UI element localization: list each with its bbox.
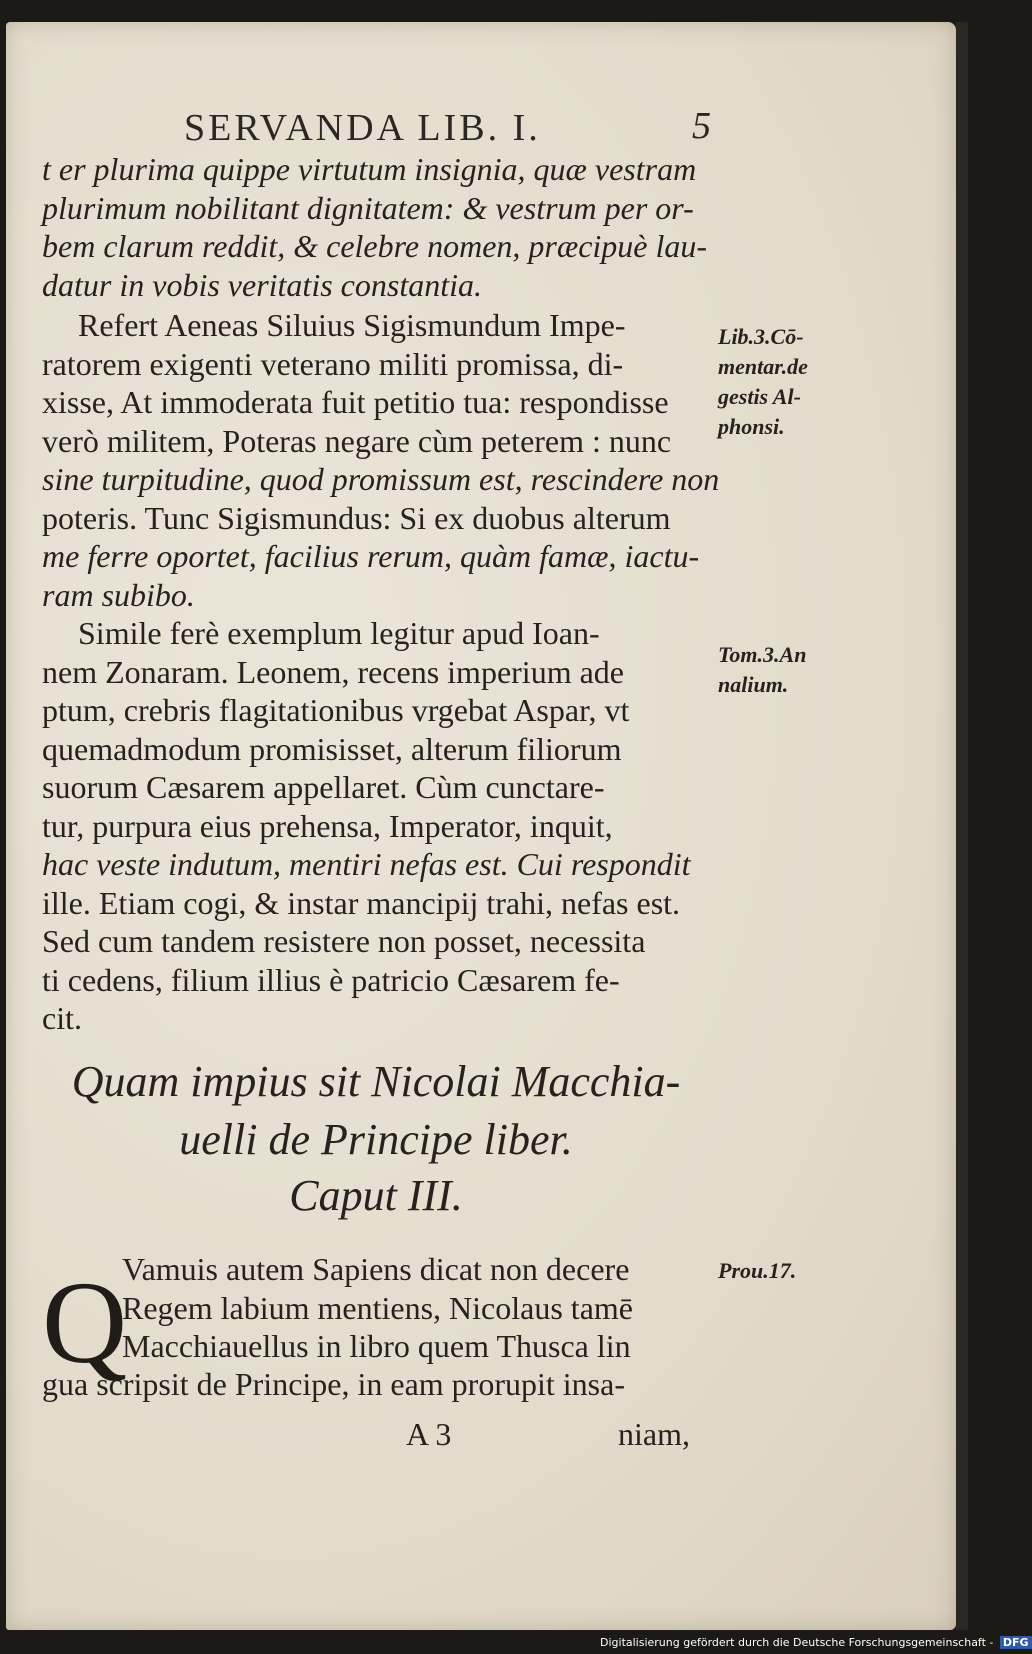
text-line: bem clarum reddit, & celebre nomen, præcipuè lau- xyxy=(42,228,708,264)
text-line: cit. xyxy=(42,1000,82,1036)
text-line: xisse, At immoderata fuit petitio tua: respondisse xyxy=(42,384,669,420)
page-number: 5 xyxy=(692,105,713,147)
dfg-logo: DFG xyxy=(1000,1636,1032,1649)
drop-cap: Q xyxy=(42,1257,128,1388)
running-head-title: SERVANDA LIB. I. xyxy=(184,107,541,149)
side-note-line: nalium. xyxy=(718,672,789,697)
chapter-heading-line-1: Quam impius sit Nicolai Macchia- xyxy=(71,1057,681,1106)
credit-text: Digitalisierung gefördert durch die Deutsche Forschungsgemeinschaft - xyxy=(600,1636,994,1649)
text-line: Sed cum tandem resistere non posset, necessita xyxy=(42,923,646,959)
side-note-line: Tom.3.An xyxy=(718,642,807,667)
text-line: Vamuis autem Sapiens dicat non decere xyxy=(122,1251,630,1287)
text-line: suorum Cæsarem appellaret. Cùm cunctare- xyxy=(42,769,605,805)
text-line: datur in vobis veritatis constantia. xyxy=(42,266,482,303)
text-line: ti cedens, filium illius è patricio Cæsarem fe- xyxy=(42,961,620,998)
text-line: ille. Etiam cogi, & instar mancipij trahi, nefas est. xyxy=(42,884,681,921)
text-line: sine turpitudine, quod promissum est, rescindere non xyxy=(42,461,720,497)
chapter-heading-line-3: Caput III. xyxy=(289,1171,463,1220)
side-note-line: mentar.de xyxy=(718,354,808,379)
text-line: hac veste indutum, mentiri nefas est. Cui respondit xyxy=(42,846,691,882)
catchword: niam, xyxy=(618,1416,690,1452)
text-line: Macchiauellus in libro quem Thusca lin xyxy=(122,1328,631,1364)
page-edge xyxy=(956,22,968,1630)
text-line: ratorem exigenti veterano militi promissa, di- xyxy=(42,345,624,382)
chapter-heading-line-2: uelli de Principe liber. xyxy=(179,1115,573,1164)
text-line: plurimum nobilitant dignitatem: & vestrum per or- xyxy=(42,189,694,226)
text-line: quemadmodum promisisset, alterum filiorum xyxy=(42,730,622,767)
side-note-2 xyxy=(718,640,848,700)
text-line: nem Zonaram. Leonem, recens imperium ade xyxy=(42,653,624,690)
paragraph-2 xyxy=(42,306,720,614)
text-line: gua scripsit de Principe, in eam prorupit insa- xyxy=(42,1366,625,1402)
text-line: tur, purpura eius prehensa, Imperator, inquit, xyxy=(42,807,613,844)
side-note-line: phonsi. xyxy=(718,414,785,439)
paragraph-3 xyxy=(42,614,712,1038)
text-line: Regem labium mentiens, Nicolaus tamē xyxy=(122,1289,633,1326)
text-line: poteris. Tunc Sigismundus: Si ex duobus alterum xyxy=(42,499,671,536)
book-page xyxy=(6,22,956,1630)
text-line: ram subibo. xyxy=(42,576,195,613)
paragraph-1 xyxy=(42,150,712,304)
side-note-line: gestis Al- xyxy=(718,384,801,409)
text-line: ptum, crebris flagitationibus vrgebat Aspar, vt xyxy=(42,692,630,728)
text-line: verò militem, Poteras negare cùm peterem : nunc xyxy=(42,422,672,459)
digitization-credit xyxy=(600,1636,1032,1649)
text-line: me ferre oportet, facilius rerum, quàm famæ, iactu- xyxy=(42,538,700,574)
side-note-line: Prou.17. xyxy=(718,1258,797,1283)
side-note-3 xyxy=(718,1256,848,1286)
text-line: Simile ferè exemplum legitur apud Ioan- xyxy=(78,615,600,651)
side-note-line: Lib.3.Cō- xyxy=(718,324,804,349)
text-line: Refert Aeneas Siluius Sigismundum Impe- xyxy=(78,307,626,343)
side-note-1 xyxy=(718,322,848,442)
paragraph-4-last-line xyxy=(42,1365,712,1404)
paragraph-4 xyxy=(122,1250,712,1366)
text-line: t er plurima quippe virtutum insignia, quæ vestram xyxy=(42,151,697,187)
signature-mark: A 3 xyxy=(406,1416,452,1452)
